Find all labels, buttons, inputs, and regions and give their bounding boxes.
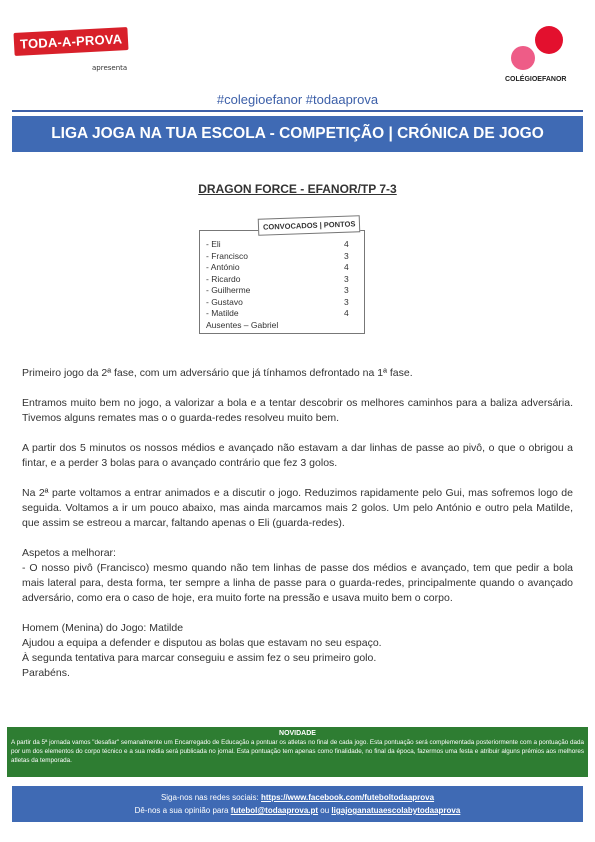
roster-row [206,297,358,309]
divider [12,110,583,112]
paragraph: A partir dos 5 minutos os nossos médios e avançado não estavam a dar linhas de passe ao pivô, o que o obrigou a fintar, e a perder 3 bolas para o avançado contrário que fez 3 golos. [22,442,573,469]
logo-red-dot [535,26,563,54]
match-title: DRAGON FORCE - EFANOR/TP 7-3 [198,182,397,196]
roster-absent: Ausentes – Gabriel [206,319,279,330]
improvements-text: - O nosso pivô (Francisco) mesmo quando não tem linhas de passe dos médios e avançado, tem que pedir a bola mais lateral para, desta forma, ter sempre a linha de passe para o guarda-redes, principalmente quando o avançado adversário, como era o caso de hoje, era muito forte na pressão e usava muito bem o corpo. [22,562,573,604]
paragraph: Entramos muito bem no jogo, a valorizar a bola e a tentar descobrir os melhores caminhos para a baliza adversária. Tivemos alguns remates mas o o guarda-redes resolveu muito bem. [22,397,573,424]
player-points: 4 [344,308,349,318]
player-points: 4 [344,239,349,249]
brand-subtitle: apresenta [92,64,128,72]
player-name: - Matilde [206,308,239,318]
player-name: - Eli [206,239,221,249]
player-of-match-line: Ajudou a equipa a defender e disputou as bolas que estavam no seu espaço. [22,637,382,649]
facebook-link[interactable]: https://www.facebook.com/futeboltodaaprova [261,793,435,802]
footer-line-feedback [12,804,583,817]
hashtags: #colegioefanor #todaaprova [216,92,379,107]
footer-or: ou [318,806,332,815]
roster-row [206,274,358,286]
paragraph: Primeiro jogo da 2ª fase, com um adversário que já tínhamos defrontado na 1ª fase. [22,367,413,379]
improvements-section [22,546,573,606]
footer-social-prefix: Siga-nos nas redes sociais: [160,793,261,802]
footer-line-social [12,791,583,804]
player-of-match-line: À segunda tentativa para marcar conseguiu e assim fez o seu primeiro golo. [22,652,377,664]
player-points: 3 [344,296,349,307]
player-name: - Ricardo [206,273,241,284]
player-points: 3 [344,250,349,261]
player-points: 4 [344,262,349,272]
player-name: - António [206,262,240,272]
player-of-match-line: Parabéns. [22,667,70,679]
player-name: - Guilherme [206,285,251,295]
novidade-text: A partir da 5ª jornada vamos "desafiar" semanalmente um Encarregado de Educação a pontuar os atletas no final de cada jogo. Esta pontuação será complementada posteriormente com a pontuação dada por um dos elementos do corpo técnico e a sua média será publicada no jornal. Esta pontuação tem apenas como finalidade, no final da época, fazermos uma festa e atribuir alguns prémios aos melhores atletas da temporada. [11,739,584,764]
player-name: - Francisco [206,250,249,261]
roster-row [206,251,358,263]
player-points: 3 [344,285,349,295]
player-name: - Gustavo [206,296,243,307]
player-of-match-section [22,621,573,681]
improvements-title: Aspetos a melhorar: [22,547,116,559]
footer-feedback-prefix: Dê-nos a sua opinião para [134,806,231,815]
banner-title: LIGA JOGA NA TUA ESCOLA - COMPETIÇÃO | CRÓNICA DE JOGO [51,125,544,142]
roster-row [206,308,358,320]
liga-link[interactable]: ligajoganatuaescolabytodaaprova [331,806,461,815]
footer [12,786,583,822]
logo-pink-dot [511,46,535,70]
roster-row [206,239,358,251]
email-link[interactable]: futebol@todaaprova.pt [230,806,319,815]
brand-badge: TODA-A-PROVA [13,27,128,56]
novidade-title: NOVIDADE [279,730,316,737]
school-logo-text: COLÉGIOEFANOR [505,76,567,83]
roster-row [206,262,358,274]
novidade-box [7,727,588,777]
roster-header: CONVOCADOS | PONTOS [258,215,361,236]
toda-a-prova-logo [14,30,128,53]
page-banner [12,116,583,152]
colegio-efanor-logo [507,24,577,84]
paragraph: Na 2ª parte voltamos a entrar animados e a discutir o jogo. Reduzimos rapidamente pelo Gui, mas sofremos logo de seguida. Voltamos a ir um pouco abaixo, mas ainda marcamos mais 2 golos. Um pelo António e outro pela Matilde, que assim se estreou a marcar, faltando apenas o Eli (guarda-redes). [22,487,573,529]
roster-row [206,285,358,297]
article-body [22,366,573,696]
player-of-match-title: Homem (Menina) do Jogo: Matilde [22,622,184,634]
roster-box [199,219,365,334]
player-points: 3 [344,273,349,284]
